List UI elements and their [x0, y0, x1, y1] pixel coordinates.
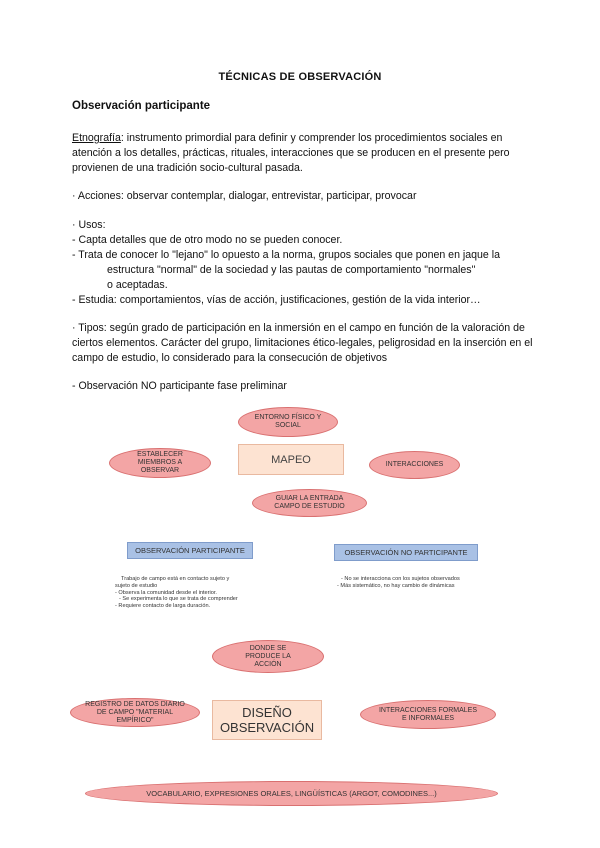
no-participante-line: - Observación NO participante fase preliminar — [72, 380, 287, 392]
note-line: sujeto de estudio — [115, 582, 158, 589]
note-line: - Más sistemático, no hay cambio de dinámicas — [337, 582, 455, 589]
acciones-line: · Acciones: observar contemplar, dialogar, entrevistar, participar, provocar — [72, 190, 417, 202]
donde-ellipse: DONDE SE PRODUCE LA ACCIÓN — [212, 640, 324, 673]
vocabulario-ellipse: VOCABULARIO, EXPRESIONES ORALES, LINGÜÍSTICAS (ARGOT, COMODINES...) — [85, 781, 498, 806]
diseno-box: DISEÑO OBSERVACIÓN — [212, 700, 322, 740]
participante-box: OBSERVACIÓN PARTICIPANTE — [127, 542, 253, 559]
establecer-ellipse: ESTABLECER MIEMBROS A OBSERVAR — [109, 448, 211, 478]
note-line: - Requiere contacto de larga duración. — [115, 603, 211, 610]
note-line: - Se experimenta lo que se trata de comprender — [119, 596, 238, 603]
no-participante-notes — [337, 576, 460, 590]
usos-item-continuation: estructura "normal" de la sociedad y las pautas de comportamiento "normales" — [107, 264, 476, 276]
note-line: Trabajo de campo está en contacto sujeto y — [121, 576, 230, 582]
usos-list — [72, 218, 542, 308]
page-title: TÉCNICAS DE OBSERVACIÓN — [218, 71, 382, 83]
note-line: - Observa la comunidad desde el interior. — [115, 589, 217, 596]
interacciones-formales-ellipse: INTERACCIONES FORMALES E INFORMALES — [360, 700, 496, 729]
section-heading: Observación participante — [72, 100, 211, 112]
participante-notes — [115, 576, 238, 610]
note-line: - No se interacciona con los sujetos observados — [341, 576, 460, 582]
guiar-ellipse: GUIAR LA ENTRADA CAMPO DE ESTUDIO — [252, 489, 367, 517]
mapeo-box: MAPEO — [238, 444, 344, 475]
no-participante-box: OBSERVACIÓN NO PARTICIPANTE — [334, 544, 478, 561]
entorno-ellipse: ENTORNO FÍSICO Y SOCIAL — [238, 407, 338, 437]
usos-heading: · Usos: — [72, 219, 106, 231]
etnografia-definition: : instrumento primordial para definir y comprender los procedimientos sociales en atención a los detalles, prácticas, rituales, interacciones que se producen en el presente pero provienen de una tradición socio-cultural pasada. — [72, 132, 510, 174]
interacciones-ellipse: INTERACCIONES — [369, 451, 460, 479]
etnografia-paragraph — [72, 131, 542, 176]
registro-ellipse: REGISTRO DE DATOS DIARIO DE CAMPO "MATERIAL EMPÍRICO" — [70, 698, 200, 727]
usos-item: - Estudia: comportamientos, vías de acción, justificaciones, gestión de la vida interior… — [72, 294, 481, 306]
tipos-paragraph: · Tipos: según grado de participación en la inmersión en el campo en función de la valoración de ciertos elementos. Carácter del grupo, limitaciones ético-legales, peligrosidad en la inserción en el campo de estudio, lo considerado para la consecución de objetivos — [72, 322, 533, 364]
usos-item: - Capta detalles que de otro modo no se pueden conocer. — [72, 234, 343, 246]
usos-item-continuation: o aceptadas. — [107, 279, 168, 291]
usos-item: - Trata de conocer lo "lejano" lo opuesto a la norma, grupos sociales que ponen en jaque la — [72, 249, 501, 261]
etnografia-term: Etnografía — [72, 132, 121, 144]
